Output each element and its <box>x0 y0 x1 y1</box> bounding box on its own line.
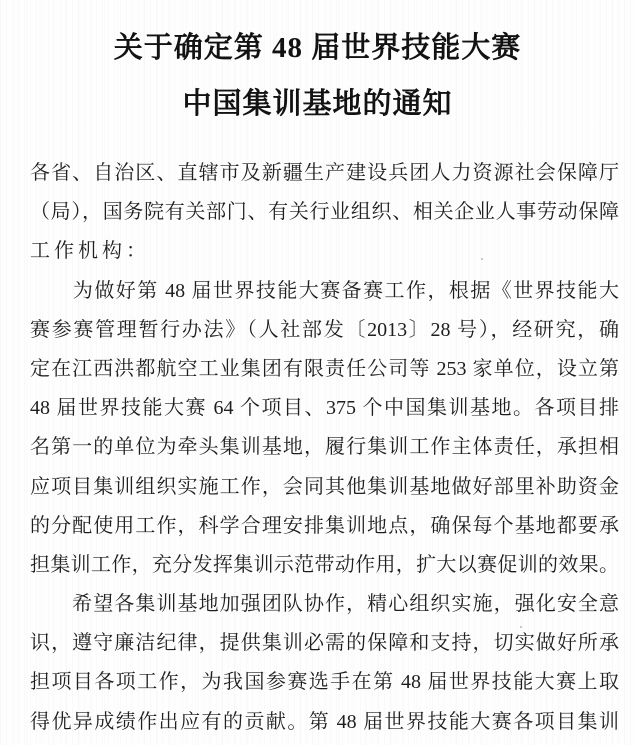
title-line-2: 中国集训基地的通知 <box>182 88 453 120</box>
body-line: 定在江西洪都航空工业集团有限责任公司等 253 家单位，设立第 <box>30 357 619 380</box>
title-line-1: 关于确定第 48 届世界技能大赛 <box>113 32 522 64</box>
notice-title <box>0 0 635 132</box>
body-line: （局），国务院有关部门、有关行业组织、相关企业人事劳动保障 <box>30 201 619 224</box>
body-line: 名第一的单位为牵头集训基地，履行集训工作主体责任，承担相 <box>30 436 619 459</box>
body-line: 为做好第 48 届世界技能大赛备赛工作，根据《世界技能大 <box>30 279 619 302</box>
body-line: 应项目集训组织实施工作，会同其他集训基地做好部里补助资金 <box>30 475 619 498</box>
body-line: 各省、自治区、直辖市及新疆生产建设兵团人力资源社会保障厅 <box>30 162 619 184</box>
body-line: 赛参赛管理暂行办法》（人社部发〔2013〕28 号），经研究，确 <box>30 318 619 341</box>
document-body <box>30 154 619 742</box>
body-line: 担集训工作，充分发挥集训示范带动作用，扩大以赛促训的效果。 <box>30 553 619 576</box>
scan-speck <box>481 258 483 260</box>
body-line: 工作机构： <box>30 240 150 263</box>
body-line: 得优异成绩作出应有的贡献。第 48 届世界技能大赛各项目集训 <box>30 710 619 733</box>
body-line: 识，遵守廉洁纪律，提供集训必需的保障和支持，切实做好所承 <box>30 632 619 655</box>
body-line: 希望各集训基地加强团队协作，精心组织实施，强化安全意 <box>30 593 619 616</box>
body-line: 担项目各项工作，为我国参赛选手在第 48 届世界技能大赛上取 <box>30 671 619 694</box>
body-line: 48 届世界技能大赛 64 个项目、375 个中国集训基地。各项目排 <box>30 397 619 420</box>
body-line: 的分配使用工作，科学合理安排集训地点，确保每个基地都要承 <box>30 514 619 537</box>
scan-speck <box>520 626 522 628</box>
